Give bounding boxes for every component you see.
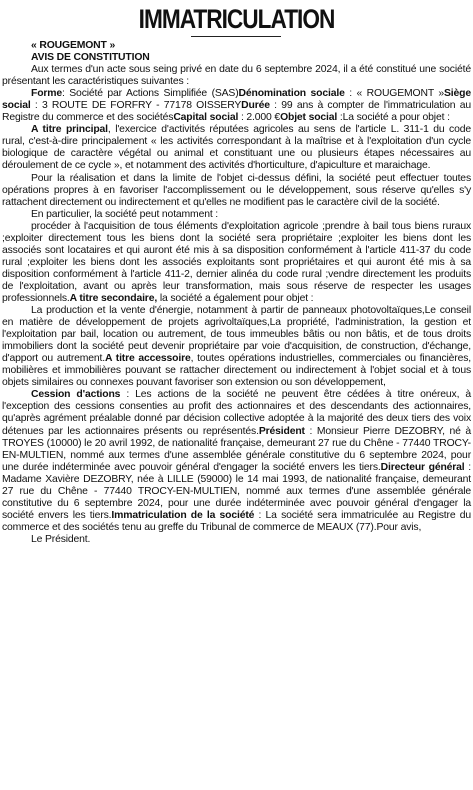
forme-paragraph xyxy=(2,88,471,124)
principal-text: , l'exercice d'activités réputées agricoles au sens de l'article L. 311-1 du code rural, c'est-à-dire principalement « les activités correspondant à la maîtrise et à l'exploitation d'un cycle biologique de caractère végétal ou animal et constituant une ou plusieurs étapes nécessaires au déroulement de ce cycle », et notamment des activités d'horticulture, d'apiculture et maraichage. xyxy=(2,124,471,172)
acquisition-paragraph xyxy=(2,221,471,305)
secondaire-text: la société a également pour objet : xyxy=(157,292,314,304)
principal-paragraph xyxy=(2,124,471,172)
secondaire-label: A titre secondaire, xyxy=(69,292,158,304)
denomination-label: Dénomination sociale xyxy=(238,88,345,100)
accessoire-label: A titre accessoire xyxy=(105,353,191,365)
realisation-paragraph: Pour la réalisation et dans la limite de l'objet ci-dessus défini, la société peut effectuer toutes opérations propres à en favoriser l'accomplissement ou le développement, sous réserve qu'elles s'y rattachent directement ou indirectement et qu'elles ne modifient pas le caractère civil de la société. xyxy=(2,172,471,208)
duree-label: Durée xyxy=(241,100,270,112)
directeur-text: : Madame Xavière DEZOBRY, née à LILLE (59000) le 14 mai 1993, de nationalité française, demeurant 27 rue du Chêne - 77440 TROCY-EN-MULTIEN, nommé aux termes d'une assemblée générale constitutive du 6 septembre 2024, pour une durée indéterminée avec pouvoir général d'engager la société envers les tiers. xyxy=(2,461,471,521)
principal-label: A titre principal xyxy=(31,124,108,136)
accessoire-text: , toutes opérations industrielles, commerciales ou financières, mobilières et immobilières pouvant se rattacher directement ou indirectement à l'objet social et à tous objets similaires ou connexes pouvant favoriser son extension ou son développement, xyxy=(2,353,472,389)
forme-label: Forme xyxy=(31,88,63,100)
forme-value: : Société par Actions Simplifiée (SAS) xyxy=(62,88,239,100)
notice-body xyxy=(2,40,471,546)
siege-value: : 3 ROUTE DE FORFRY - 77178 OISSERY xyxy=(30,100,242,112)
particulier-paragraph: En particulier, la société peut notamment : xyxy=(31,208,219,220)
objet-label: Objet social xyxy=(280,112,338,124)
cession-label: Cession d'actions xyxy=(31,389,121,401)
cession-text: : Les actions de la société ne peuvent être cédées à titre onéreux, à l'exception des cessions consenties au profit des actionnaires et des descendants des actionnaires, qu'après agrément préalable donné par décision collective adoptée à la majorité des deux tiers des voix détenues par les actionnaires présents ou représentés. xyxy=(2,389,471,437)
capital-label: Capital social xyxy=(173,112,239,124)
duree-value: : 99 ans à compter de l'immatriculation au Registre du commerce et des sociétés xyxy=(2,100,471,124)
signature: Le Président. xyxy=(31,533,91,545)
production-text: La production et la vente d'énergie, notamment à partir de panneaux photovoltaïques,Le conseil en matière de développement de projets agrivoltaïques,La propriété, l'administration, la gestion et l'exploitation par bail, location ou autrement, de tous immeubles bâtis ou non bâtis, et de tous droits immobiliers dont la société peut devenir propriétaire par voie d'acquisition, de construction, d'échange, d'apport ou autrement. xyxy=(2,305,471,365)
cession-paragraph xyxy=(2,389,471,534)
company-name-heading: « ROUGEMONT » xyxy=(31,40,116,51)
avis-heading: AVIS DE CONSTITUTION xyxy=(31,52,150,64)
denomination-value: : « ROUGEMONT » xyxy=(344,88,444,100)
siege-label: Siège social xyxy=(2,88,471,112)
president-text: : Monsieur Pierre DEZOBRY, né à TROYES (10000) le 20 avril 1992, de nationalité française, demeurant 27 rue du Chêne - 77440 TROCY-EN-MULTIEN, nommé aux termes d'une assemblée générale constitutive du 6 septembre 2024, pour une durée indéterminée avec pouvoir général d'engager la société envers les tiers. xyxy=(2,425,471,473)
directeur-label: Directeur général xyxy=(380,461,465,473)
objet-value: :La société a pour objet : xyxy=(337,112,450,124)
capital-value: : 2.000 € xyxy=(238,112,281,124)
notice-title: IMMATRICULATION xyxy=(138,4,335,34)
production-paragraph xyxy=(2,305,471,389)
immatriculation-text: : La société sera immatriculée au Registre du commerce et des sociétés tenu au greffe du Tribunal de commerce de MEAUX (77).Pour avis, xyxy=(2,509,471,533)
title-underline xyxy=(191,36,281,37)
immatriculation-label: Immatriculation de la société xyxy=(111,509,255,521)
acquisition-text: procéder à l'acquisition de tous éléments d'exploitation agricole ;prendre à bail tous biens ruraux ;exploiter directement tous les biens dont la société sera propriétaire ;exploiter les biens dont les associés sont locataires et qui auront été mis à sa disposition conformément à l'article 411-37 du code rural ;exploiter les biens dont les associés exploitants sont propriétaires et qui auront été mis à sa disposition conformément à l'article 411-2, dernier alinéa du code rural ;vendre directement les produits de l'exploitation, avant ou après leur transformation, mais sous réserve de respecter les usages professionnels. xyxy=(2,220,471,304)
intro-paragraph: Aux termes d'un acte sous seing privé en date du 6 septembre 2024, il a été constitué une société présentant les caractéristiques suivantes : xyxy=(2,64,471,88)
president-label: Président xyxy=(258,425,305,437)
